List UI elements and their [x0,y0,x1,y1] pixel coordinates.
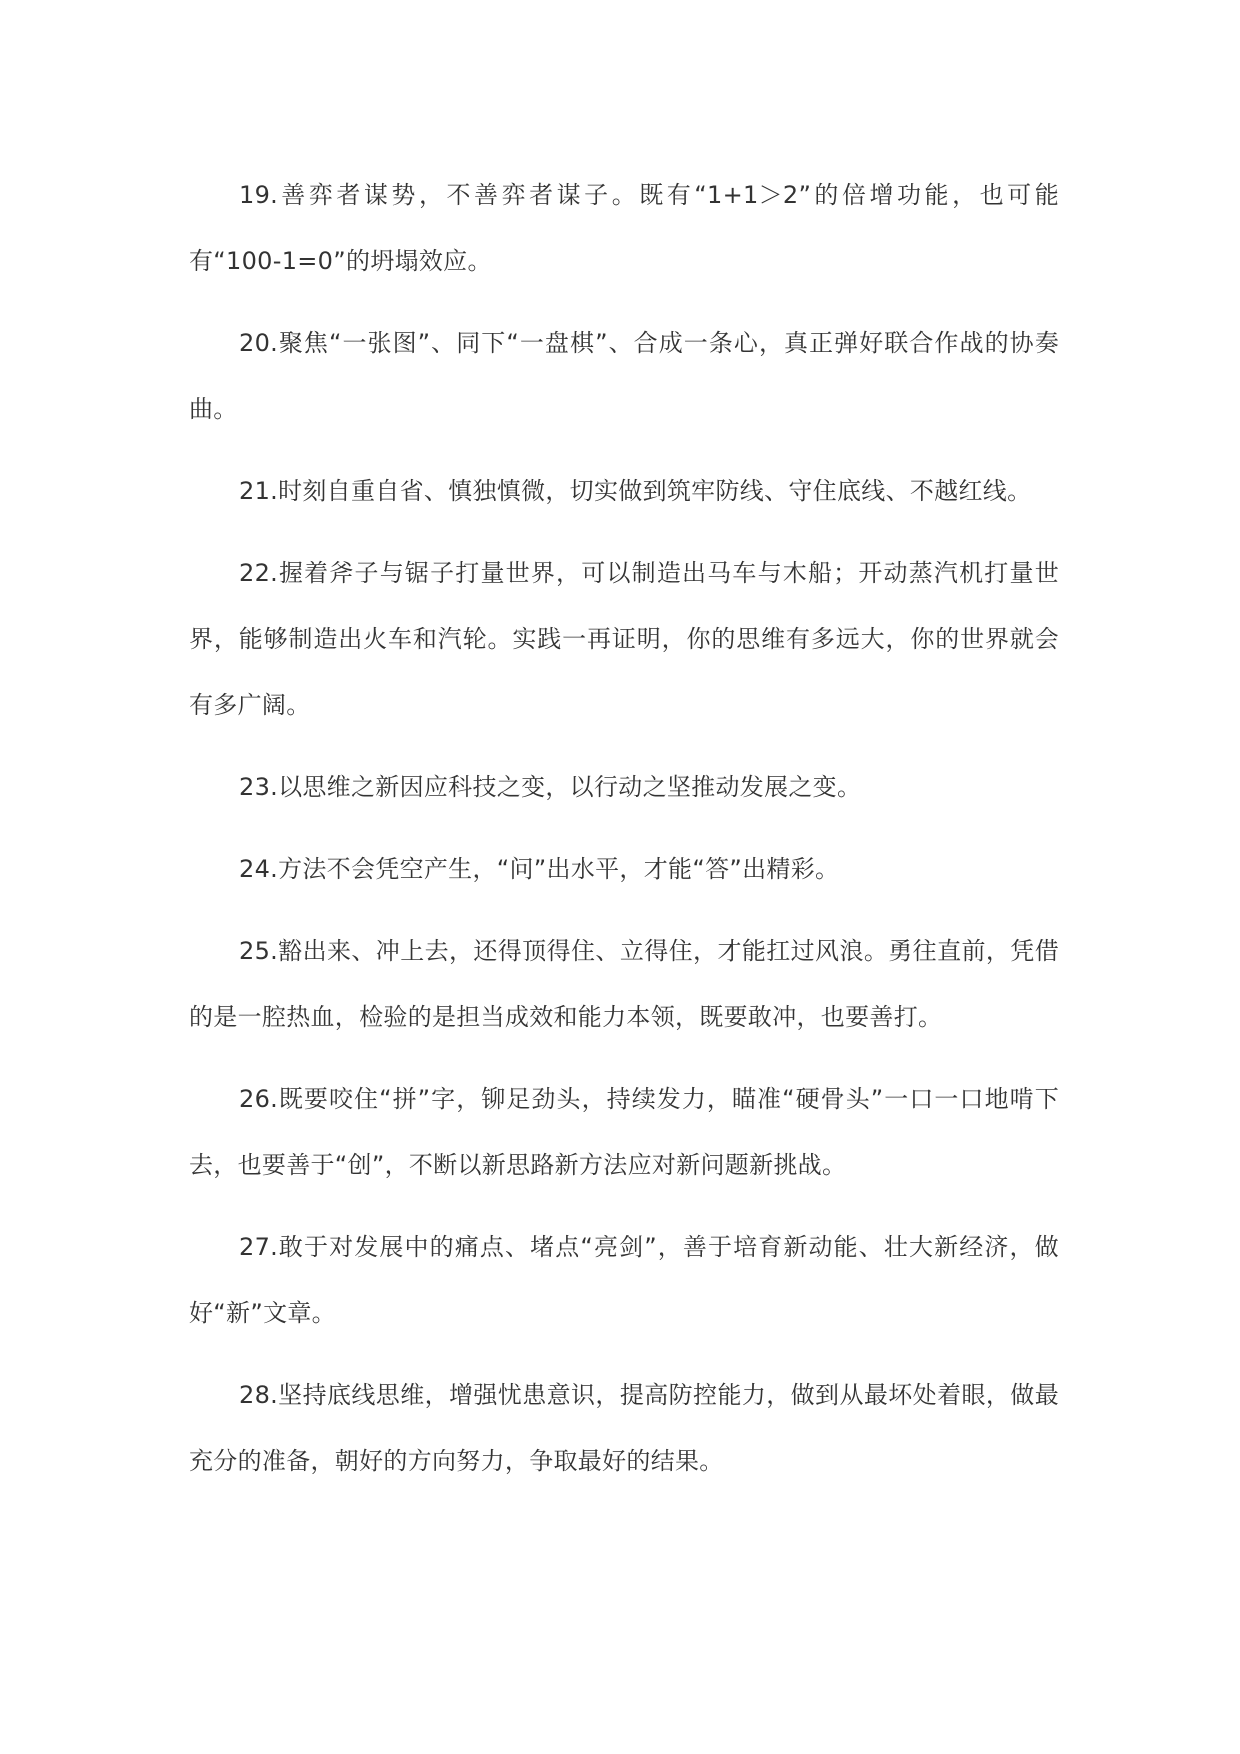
paragraph-21: 21.时刻自重自省、慎独慎微，切实做到筑牢防线、守住底线、不越红线。 [239,477,1032,505]
paragraph-27: 27.敢于对发展中的痛点、堵点“亮剑”，善于培育新动能、壮大新经济，做好“新”文章。 [189,1233,1059,1327]
paragraph-22: 22.握着斧子与锯子打量世界，可以制造出马车与木船；开动蒸汽机打量世界，能够制造出火车和汽轮。实践一再证明，你的思维有多远大，你的世界就会有多广阔。 [189,559,1059,719]
paragraph-24: 24.方法不会凭空产生，“问”出水平，才能“答”出精彩。 [239,855,840,883]
document-body [189,162,1059,1510]
paragraph-28: 28.坚持底线思维，增强忧患意识，提高防控能力，做到从最坏处着眼，做最充分的准备，朝好的方向努力，争取最好的结果。 [189,1381,1059,1475]
paragraph-25: 25.豁出来、冲上去，还得顶得住、立得住，才能扛过风浪。勇往直前，凭借的是一腔热血，检验的是担当成效和能力本领，既要敢冲，也要善打。 [189,937,1059,1031]
paragraph-26: 26.既要咬住“拼”字，铆足劲头，持续发力，瞄准“硬骨头”一口一口地啃下去，也要善于“创”，不断以新思路新方法应对新问题新挑战。 [189,1085,1059,1179]
paragraph-19: 19.善弈者谋势，不善弈者谋子。既有“1+1＞2”的倍增功能，也可能有“100-1=0”的坍塌效应。 [189,181,1059,275]
paragraph-20: 20.聚焦“一张图”、同下“一盘棋”、合成一条心，真正弹好联合作战的协奏曲。 [189,329,1059,423]
paragraph-23: 23.以思维之新因应科技之变，以行动之坚推动发展之变。 [239,773,862,801]
